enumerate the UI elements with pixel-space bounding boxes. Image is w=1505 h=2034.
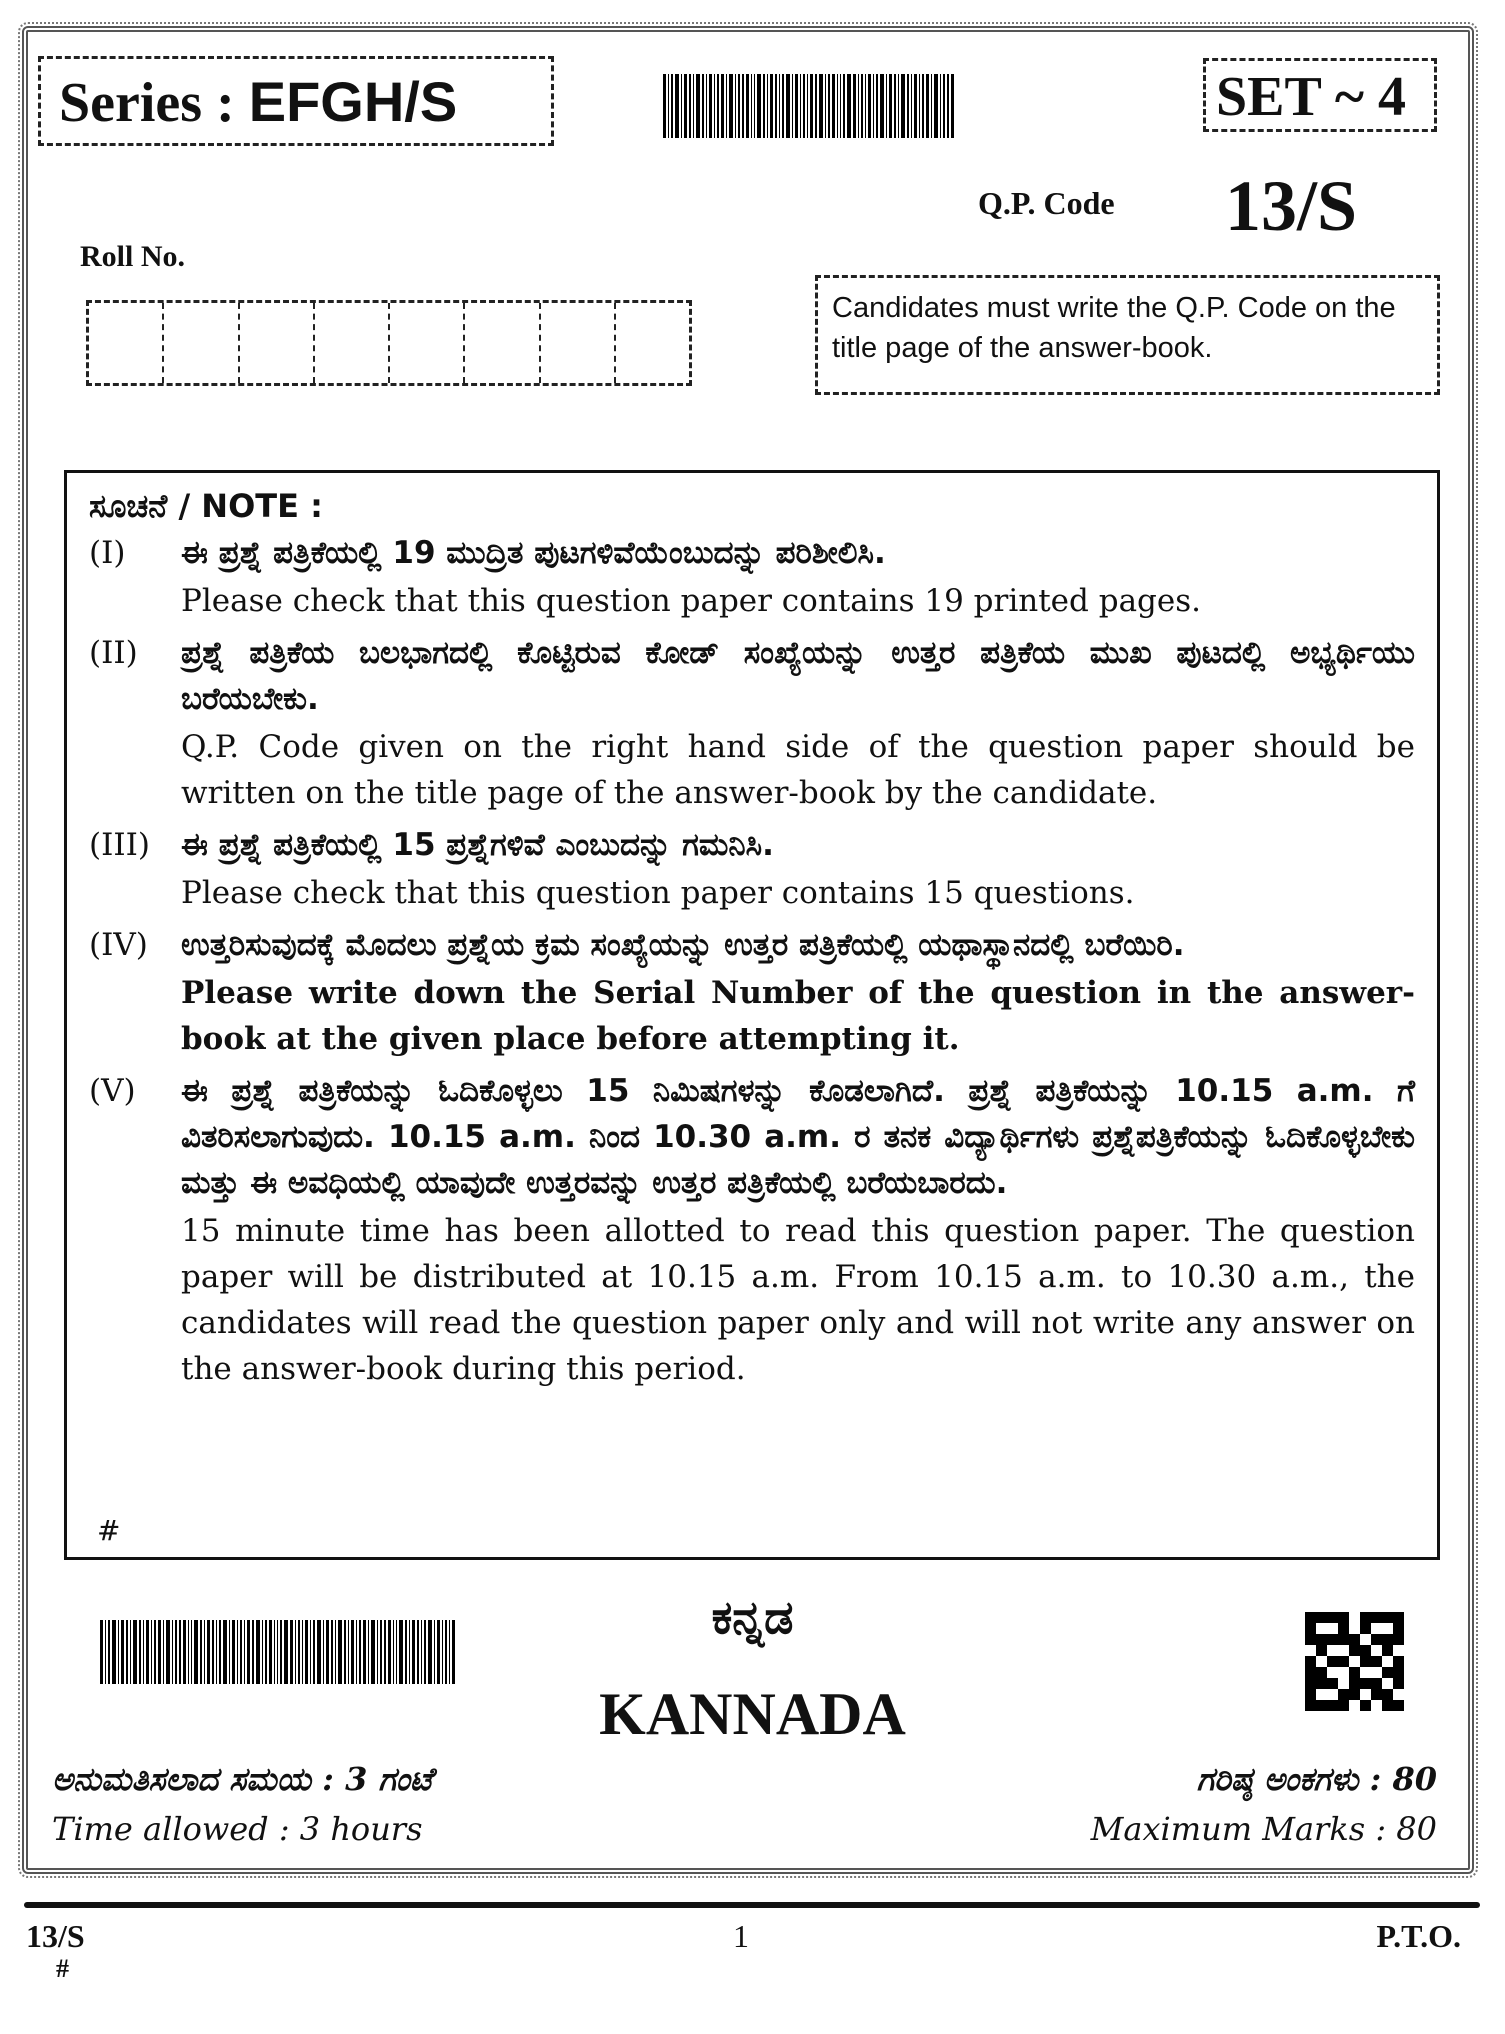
qp-code-label: Q.P. Code	[978, 185, 1115, 221]
note-kannada: ಉತ್ತರಿಸುವುದಕ್ಕೆ ಮೊದಲು ಪ್ರಶ್ನೆಯ ಕ್ರಮ ಸಂಖ್ಯೆಯನ್ನು ಉತ್ತರ ಪತ್ರಿಕೆಯಲ್ಲಿ ಯಥಾಸ್ಥಾನದಲ್ಲಿ ಬರೆಯಿರಿ.	[181, 927, 1185, 963]
note-english: Please check that this question paper contains 19 printed pages.	[181, 583, 1202, 619]
roll-no-cell[interactable]	[315, 303, 390, 383]
note-number: (IV)	[89, 927, 148, 963]
roll-no-cell[interactable]	[390, 303, 465, 383]
note-english: Please write down the Serial Number of the question in the answer-book at the given place before attempting it.	[181, 975, 1415, 1057]
note-box	[64, 470, 1440, 1560]
footer-qp-code: 13/S	[26, 1918, 85, 1954]
candidate-notice-text: Candidates must write the Q.P. Code on the title page of the answer-book.	[832, 292, 1396, 364]
note-kannada: ಈ ಪ್ರಶ್ನೆ ಪತ್ರಿಕೆಯಲ್ಲಿ 19 ಮುದ್ರಿತ ಪುಟಗಳಿವೆಯೆಂಬುದನ್ನು ಪರಿಶೀಲಿಸಿ.	[181, 535, 886, 571]
note-item-5	[89, 1068, 1415, 1398]
qp-code: 13/S	[1225, 166, 1358, 246]
time-allowed-kannada: ಅನುಮತಿಸಲಾದ ಸಮಯ : 3 ಗಂಟೆ	[52, 1760, 433, 1798]
note-title: ಸೂಚನೆ / NOTE :	[89, 487, 323, 525]
hash-mark: #	[97, 1514, 121, 1547]
series-box	[38, 56, 554, 146]
note-item-2	[89, 630, 1415, 822]
note-kannada: ಪ್ರಶ್ನೆ ಪತ್ರಿಕೆಯ ಬಲಭಾಗದಲ್ಲಿ ಕೊಟ್ಟಿರುವ ಕೋಡ್ ಸಂಖ್ಯೆಯನ್ನು ಉತ್ತರ ಪತ್ರಿಕೆಯ ಮುಖ ಪುಟದಲ್ಲಿ ಅಭ್ಯರ್ಥಿಯು ಬರೆಯಬೇಕು.	[181, 635, 1415, 717]
roll-no-cell[interactable]	[164, 303, 239, 383]
note-number: (III)	[89, 827, 150, 863]
roll-no-cell[interactable]	[616, 303, 689, 383]
roll-no-input-grid[interactable]	[86, 300, 692, 386]
qr-code	[1305, 1612, 1404, 1711]
roll-no-cell[interactable]	[240, 303, 315, 383]
note-item-1	[89, 530, 1415, 630]
note-number: (V)	[89, 1073, 136, 1109]
note-number: (II)	[89, 635, 138, 671]
max-marks-kannada: ಗರಿಷ್ಠ ಅಂಕಗಳು : 80	[1196, 1760, 1437, 1798]
roll-no-cell[interactable]	[465, 303, 540, 383]
note-item-3	[89, 822, 1415, 922]
note-kannada: ಈ ಪ್ರಶ್ನೆ ಪತ್ರಿಕೆಯನ್ನು ಓದಿಕೊಳ್ಳಲು 15 ನಿಮಿಷಗಳನ್ನು ಕೊಡಲಾಗಿದೆ. ಪ್ರಶ್ನೆ ಪತ್ರಿಕೆಯನ್ನು 10.15 a.m. ಗೆ ವಿತರಿಸಲಾಗುವುದು. 10.15 a.m. ನಿಂದ 10.30 a.m. ರ ತನಕ ವಿದ್ಯಾರ್ಥಿಗಳು ಪ್ರಶ್ನೆಪತ್ರಿಕೆಯನ್ನು ಓದಿಕೊಳ್ಳಬೇಕು ಮತ್ತು ಈ ಅವಧಿಯಲ್ಲಿ ಯಾವುದೇ ಉತ್ತರವನ್ನು ಉತ್ತರ ಪತ್ರಿಕೆಯಲ್ಲಿ ಬರೆಯಬಾರದು.	[181, 1073, 1415, 1201]
roll-no-label: Roll No.	[80, 240, 185, 273]
pto-label: P.T.O.	[1376, 1918, 1461, 1954]
barcode-top	[663, 74, 956, 138]
candidate-notice-box	[815, 275, 1440, 395]
subject-english: KANNADA	[599, 1681, 906, 1747]
footer-rule	[24, 1902, 1480, 1908]
note-english: Q.P. Code given on the right hand side of the question paper should be written on the title page of the answer-book by the candidate.	[181, 729, 1415, 811]
roll-no-cell[interactable]	[89, 303, 164, 383]
footer-hash: #	[56, 1954, 69, 1983]
note-kannada: ಈ ಪ್ರಶ್ನೆ ಪತ್ರಿಕೆಯಲ್ಲಿ 15 ಪ್ರಶ್ನೆಗಳಿವೆ ಎಂಬುದನ್ನು ಗಮನಿಸಿ.	[181, 827, 774, 863]
page-number: 1	[733, 1918, 749, 1954]
set-box	[1203, 58, 1437, 132]
time-allowed: Time allowed : 3 hours	[52, 1810, 423, 1848]
roll-no-cell[interactable]	[541, 303, 616, 383]
series-code: EFGH/S	[248, 70, 458, 133]
note-english: Please check that this question paper contains 15 questions.	[181, 875, 1135, 911]
set-label: SET ~ 4	[1216, 66, 1406, 128]
note-item-4	[89, 922, 1415, 1068]
series-label: Series :	[59, 72, 249, 134]
note-english: 15 minute time has been allotted to read this question paper. The question paper will be distributed at 10.15 a.m. From 10.15 a.m. to 10.30 a.m., the candidates will read the question paper only and will not write any answer on the answer-book during this period.	[181, 1213, 1415, 1387]
max-marks: Maximum Marks : 80	[1090, 1810, 1437, 1848]
subject-kannada: ಕನ್ನಡ	[711, 1590, 794, 1644]
note-number: (I)	[89, 535, 126, 571]
